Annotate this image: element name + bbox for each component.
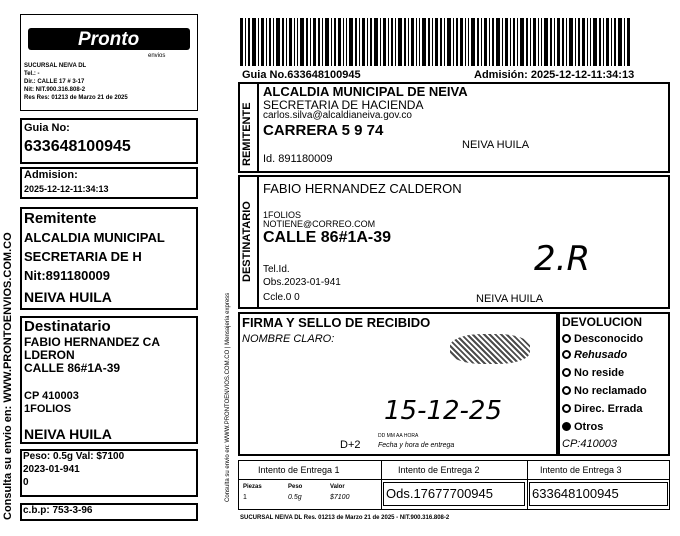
barcode [240, 18, 670, 66]
sucursal-dir: Dir.: CALLE 17 # 3-17 [24, 79, 85, 85]
ods-number: Ods.17677700945 [386, 486, 493, 501]
dest-tel: Tel.Id. [263, 264, 290, 275]
dest-email: NOTIENE@CORREO.COM [263, 219, 376, 229]
rem-city: NEIVA HUILA [462, 139, 530, 151]
dest-name: FABIO HERNANDEZ CALDERON [263, 181, 462, 196]
dest-ccle: Ccle.0 0 [263, 292, 300, 303]
devolucion-option-no-reside[interactable] [562, 368, 624, 379]
peso-value: 0.5g [288, 494, 302, 501]
peso-label: Peso [288, 484, 303, 490]
valor-label: Valor [330, 484, 345, 490]
peso-line2: 2023-01-941 [23, 464, 80, 475]
remitente-line1: ALCALDIA MUNICIPAL [24, 230, 165, 245]
devolucion-option-direc-errada[interactable] [562, 404, 642, 415]
devolucion-option-no-reclamado[interactable] [562, 386, 647, 397]
peso-line: Peso: 0.5g Val: $7100 [23, 451, 125, 462]
radio-icon [562, 368, 571, 377]
sucursal: SUCURSAL NEIVA DL [24, 63, 87, 69]
option-label: Direc. Errada [574, 403, 643, 415]
destinatario-line1: FABIO HERNANDEZ CA [24, 335, 161, 349]
option-label: No reclamado [574, 385, 647, 397]
devolucion-option-otros[interactable] [562, 422, 603, 433]
logo-subtext: envios [148, 53, 166, 59]
left-side-url: Consulta su envio en: WWW.PRONTOENVIOS.COM.CO [2, 232, 14, 520]
rem-line1: ALCALDIA MUNICIPAL DE NEIVA [263, 84, 468, 99]
option-label: Otros [574, 421, 604, 433]
intento-3: Intento de Entrega 3 [540, 465, 622, 475]
radio-icon [562, 386, 571, 395]
devolucion-option-desconocido[interactable] [562, 334, 643, 345]
destinatario-cp: CP 410003 [24, 390, 79, 402]
signature-scribble [450, 334, 530, 364]
rem-id: Id. 891180009 [263, 153, 333, 165]
piezas-value: 1 [243, 494, 247, 501]
devolucion-cp: CP:410003 [562, 438, 618, 450]
radio-checked-icon [562, 422, 571, 431]
admision-header: Admisión: 2025-12-12-11:34:13 [474, 69, 635, 81]
rem-email: carlos.silva@alcaldianeiva.gov.co [263, 110, 412, 121]
remitente-tab: REMITENTE [241, 102, 253, 166]
date-cols: DD MM AA HORA [378, 433, 419, 439]
remitente-city: NEIVA HUILA [24, 289, 112, 305]
dest-folios: 1FOLIOS [263, 210, 302, 220]
guia-header: Guia No.633648100945 [242, 69, 361, 81]
destinatario-folios: 1FOLIOS [24, 403, 72, 415]
destinatario-line3: CALLE 86#1A-39 [24, 361, 121, 375]
remitente-tab-divider [257, 82, 259, 173]
guia-number: 633648100945 [24, 138, 131, 155]
remitente-nit: Nit:891180009 [24, 268, 111, 283]
rem-line2: SECRETARIA DE HACIENDA [263, 98, 424, 112]
fecha-hora: Fecha y hora de entrega [378, 442, 455, 449]
intentos-divider-1 [381, 460, 382, 510]
remitente-label: Remitente [24, 210, 97, 227]
remitente-line2: SECRETARIA DE H [24, 249, 142, 264]
handwritten-mark: 2.R [534, 239, 591, 279]
rem-address: CARRERA 5 9 74 [263, 122, 384, 139]
destinatario-label: Destinatario [24, 318, 111, 335]
admision-label: Admision: [24, 169, 78, 181]
dest-obs: Obs.2023-01-941 [263, 277, 341, 288]
vertical-note: Consulta su envio en: WWW.PRONTOENVIOS.COM.CO | Mensajeria express [225, 292, 231, 502]
devolucion-option-rehusado[interactable] [562, 350, 627, 361]
radio-icon [562, 350, 571, 359]
option-label: Rehusado [574, 349, 628, 361]
intento-1: Intento de Entrega 1 [258, 465, 340, 475]
intentos-hline [238, 479, 670, 480]
peso-line3: 0 [23, 477, 29, 488]
piezas-label: Piezas [243, 484, 262, 490]
valor-value: $7100 [330, 494, 350, 501]
destinatario-line2: LDERON [24, 348, 75, 362]
intentos-divider-2 [527, 460, 528, 510]
dest-city: NEIVA HUILA [476, 293, 544, 305]
dest-address: CALLE 86#1A-39 [263, 229, 392, 246]
sucursal-res: Res Res: 01213 de Marzo 21 de 2025 [24, 95, 128, 101]
footer: SUCURSAL NEIVA DL Res. 01213 de Marzo 21 de 2025 - NIT.900.316.808-2 [240, 515, 450, 521]
admision-value: 2025-12-12-11:34:13 [24, 184, 109, 194]
option-label: No reside [574, 367, 625, 379]
radio-icon [562, 404, 571, 413]
logo-text: Pronto [78, 29, 140, 50]
devolucion-title: DEVOLUCION [562, 315, 643, 329]
radio-icon [562, 334, 571, 343]
intento-2: Intento de Entrega 2 [398, 465, 480, 475]
sucursal-tel: Tel.: - [24, 71, 40, 77]
destinatario-city: NEIVA HUILA [24, 426, 112, 442]
destinatario-tab-divider [257, 175, 259, 309]
guia-bottom: 633648100945 [532, 486, 619, 501]
destinatario-tab: DESTINATARIO [241, 201, 253, 282]
guia-label: Guia No: [24, 122, 70, 134]
d2: D+2 [340, 439, 361, 451]
option-label: Desconocido [574, 333, 644, 345]
sucursal-nit: Nit: NIT.900.316.808-2 [24, 87, 86, 93]
handwritten-date: 15-12-25 [384, 396, 503, 426]
cbp: c.b.p: 753-3-96 [23, 505, 93, 516]
firma-title: FIRMA Y SELLO DE RECIBIDO [242, 315, 431, 330]
nombre-claro: NOMBRE CLARO: [242, 333, 335, 345]
